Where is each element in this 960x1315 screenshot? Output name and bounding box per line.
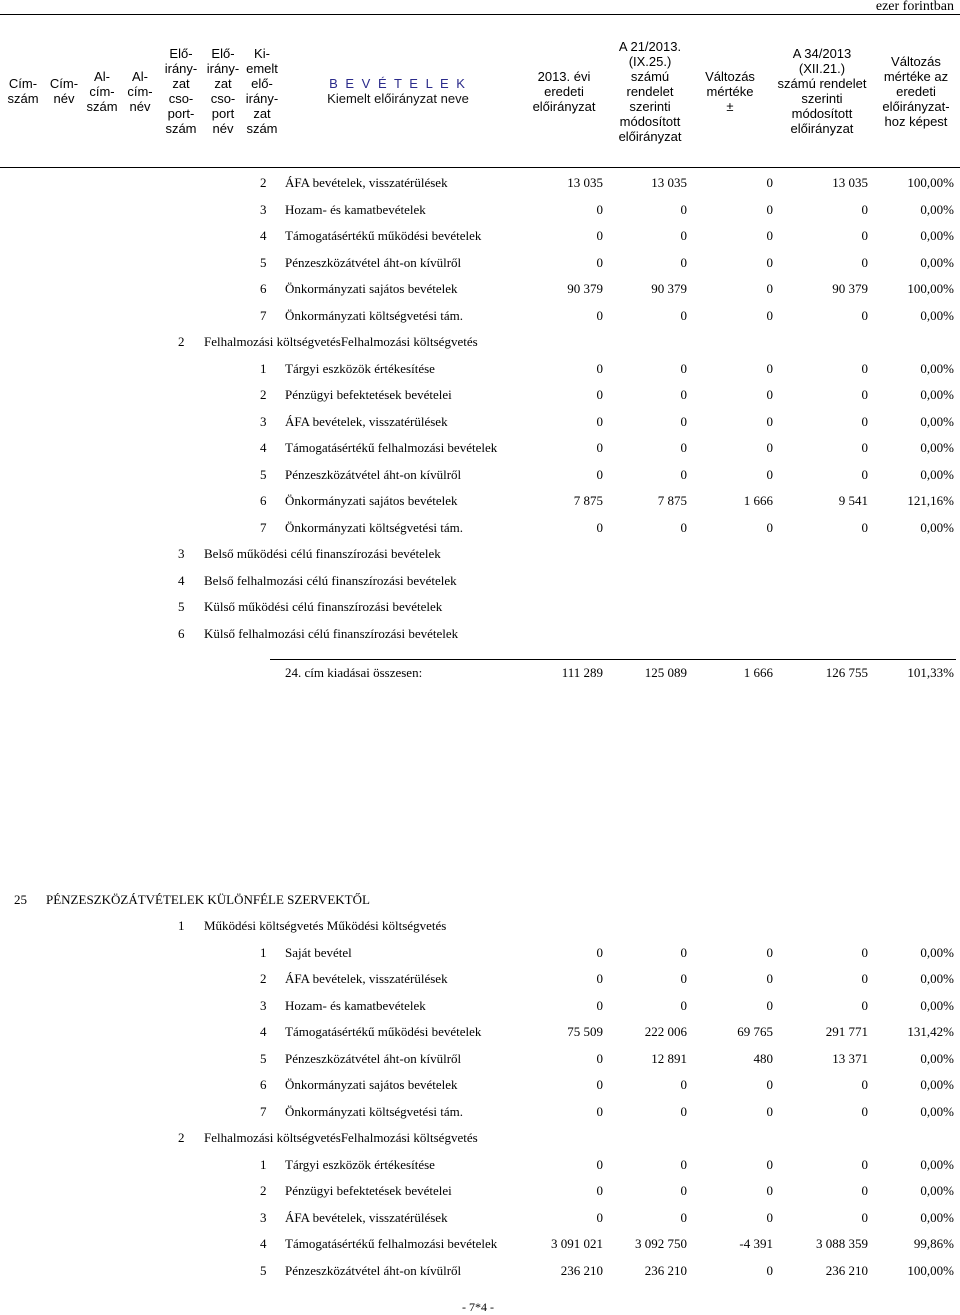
row-label: Külső felhalmozási célú finanszírozási bevételek (204, 625, 459, 641)
section-25-number: 25 (14, 892, 27, 907)
row-value-modositott-1: 0 (680, 466, 687, 482)
table-row (0, 359, 960, 379)
row-label: Pénzügyi befektetések bevételei (285, 387, 452, 402)
unit-label: ezer forintban (875, 0, 954, 14)
row-number: 5 (260, 1050, 267, 1066)
row-number: 3 (178, 546, 185, 561)
row-number: 3 (260, 1209, 267, 1225)
row-value-modositott-2: 0 (861, 1156, 868, 1172)
row-value-szazalek: 0,00% (920, 254, 954, 270)
row-value-szazalek: 131,42% (907, 1024, 954, 1039)
row-number: 4 (260, 440, 267, 455)
row-value-szazalek: 0,00% (920, 307, 954, 323)
row-label: Pénzeszközátvétel áht-on kívülről (285, 254, 462, 270)
header-cimnev: Cím- név (49, 76, 79, 106)
row-value-modositott-1: 0 (680, 1209, 687, 1225)
row-value-valtozas: 0 (766, 1156, 773, 1172)
row-label: ÁFA bevételek, visszatérülések (285, 1209, 448, 1225)
row-value-szazalek: 0,00% (920, 1183, 954, 1198)
row-number: 1 (260, 1156, 267, 1172)
row-value-szazalek: 100,00% (907, 175, 954, 190)
row-value-eredeti: 0 (596, 360, 603, 376)
row-value-szazalek: 0,00% (920, 1103, 954, 1119)
row-value-modositott-2: 90 379 (832, 281, 868, 296)
row-value-valtozas: 0 (766, 254, 773, 270)
table-row (0, 916, 960, 936)
row-value-eredeti: 0 (596, 413, 603, 429)
row-value-valtozas: 1 666 (743, 493, 773, 508)
row-value-eredeti: 0 (596, 1209, 603, 1225)
row-value-eredeti: 0 (596, 1156, 603, 1172)
row-value-valtozas: -4 391 (739, 1236, 773, 1251)
row-value-szazalek: 100,00% (907, 281, 954, 296)
row-value-szazalek: 0,00% (920, 413, 954, 429)
row-value-modositott-2: 0 (861, 519, 868, 535)
row-number: 2 (260, 175, 267, 190)
row-value-valtozas: 0 (766, 228, 773, 243)
row-value-szazalek: 0,00% (920, 201, 954, 217)
row-value-modositott-1: 0 (680, 254, 687, 270)
row-value-modositott-1: 0 (680, 201, 687, 217)
row-value-modositott-1: 0 (680, 307, 687, 323)
table-row (0, 943, 960, 963)
header-cimszam: Cím- szám (7, 76, 39, 106)
row-value-modositott-1: 13 035 (651, 175, 687, 190)
row-value-szazalek: 0,00% (920, 1209, 954, 1225)
row-number: 1 (260, 360, 267, 376)
table-row (0, 1022, 960, 1042)
row-label: Pénzeszközátvétel áht-on kívülről (285, 466, 462, 482)
row-value-valtozas: 0 (766, 1209, 773, 1225)
row-value-eredeti: 236 210 (560, 1262, 603, 1278)
row-number: 5 (178, 599, 185, 614)
row-value-szazalek: 0,00% (920, 997, 954, 1013)
section-25-title-row (0, 890, 960, 910)
row-label: ÁFA bevételek, visszatérülések (285, 175, 448, 190)
row-number: 4 (260, 1236, 267, 1251)
row-value-szazalek: 0,00% (920, 1077, 954, 1092)
row-value-modositott-2: 0 (861, 971, 868, 986)
row-value-valtozas: 0 (766, 387, 773, 402)
header-alcimnev: Al- cím- név (127, 68, 153, 114)
header-bevetelek (282, 15, 514, 167)
table-row (0, 465, 960, 485)
row-label: Támogatásértékű működési bevételek (285, 228, 482, 243)
header-alcimszam: Al- cím- szám (86, 68, 118, 114)
row-number: 3 (260, 413, 267, 429)
row-number: 5 (260, 254, 267, 270)
row-value-valtozas: 0 (766, 281, 773, 296)
table-row (0, 1128, 960, 1148)
table-row (0, 544, 960, 564)
row-number: 2 (260, 1183, 267, 1198)
row-value-modositott-2: 236 210 (825, 1262, 868, 1278)
row-label: Külső működési célú finanszírozási bevételek (204, 599, 443, 614)
total-divider (270, 659, 956, 660)
row-number: 6 (260, 1077, 267, 1092)
row-value-szazalek: 0,00% (920, 360, 954, 376)
row-number: 4 (260, 228, 267, 243)
row-number: 1 (260, 944, 267, 960)
row-value-szazalek: 0,00% (920, 971, 954, 986)
table-row (0, 518, 960, 538)
table-row (0, 253, 960, 273)
row-number: 7 (260, 307, 267, 323)
row-value-modositott-2: 9 541 (838, 493, 868, 508)
row-label: ÁFA bevételek, visszatérülések (285, 413, 448, 429)
row-value-modositott-2: 0 (861, 254, 868, 270)
row-value-modositott-2: 0 (861, 1209, 868, 1225)
row-value-szazalek: 0,00% (920, 944, 954, 960)
row-value-eredeti: 0 (596, 307, 603, 323)
row-value-eredeti: 0 (596, 387, 603, 402)
header-kiemelt-eloiranyzat-neve: Kiemelt előirányzat neve (327, 91, 469, 106)
row-label: Hozam- és kamatbevételek (285, 201, 426, 217)
table-row (0, 412, 960, 432)
row-number: 4 (178, 572, 185, 588)
row-value-modositott-1: 0 (680, 413, 687, 429)
row-value-valtozas: 0 (766, 1077, 773, 1092)
header-kiemelt-eloiranyzat-szam: Ki- emelt elő- irány- zat szám (245, 46, 279, 136)
row-label: Támogatásértékű működési bevételek (285, 1024, 482, 1039)
row-value-eredeti: 90 379 (567, 281, 603, 296)
row-label: Önkormányzati költségvetési tám. (285, 307, 463, 323)
section-25-title: PÉNZESZKÖZÁTVÉTELEK KÜLÖNFÉLE SZERVEKTŐL (46, 892, 370, 907)
row-label: Belső működési célú finanszírozási bevételek (204, 546, 441, 561)
row-value-valtozas: 0 (766, 413, 773, 429)
row-value-modositott-2: 0 (861, 1103, 868, 1119)
row-value-modositott-2: 13 371 (832, 1050, 868, 1066)
row-value-modositott-1: 236 210 (644, 1262, 687, 1278)
row-value-eredeti: 0 (596, 1050, 603, 1066)
row-label: Önkormányzati sajátos bevételek (285, 493, 458, 508)
row-label: Önkormányzati sajátos bevételek (285, 281, 458, 296)
row-value-valtozas: 0 (766, 201, 773, 217)
row-value-modositott-1: 0 (680, 971, 687, 986)
table-row (0, 1049, 960, 1069)
row-label: Tárgyi eszközök értékesítése (285, 1156, 435, 1172)
row-number: 1 (178, 918, 185, 933)
row-value-modositott-2: 0 (861, 997, 868, 1013)
row-value-eredeti: 7 875 (573, 493, 603, 508)
row-value-valtozas: 0 (766, 360, 773, 376)
page-footer: - 7*4 - (462, 1300, 494, 1314)
row-value-eredeti: 0 (596, 519, 603, 535)
row-value-eredeti: 3 091 021 (551, 1236, 603, 1251)
row-number: 3 (260, 201, 267, 217)
row-number: 7 (260, 1103, 267, 1119)
row-label: Működési költségvetés Működési költségvetés (204, 918, 447, 933)
table-header (0, 14, 960, 168)
row-value-szazalek: 0,00% (920, 1156, 954, 1172)
row-value-szazalek: 121,16% (907, 493, 954, 508)
table-row (0, 491, 960, 511)
header-modositott-eloiranyzat-1: A 21/2013. (IX.25.) számú rendelet szerinti módosított előirányzat (618, 38, 682, 144)
row-value-modositott-1: 0 (680, 944, 687, 960)
row-value-modositott-1: 0 (680, 360, 687, 376)
header-bevetelek-title: B E V É T E L E K (329, 76, 467, 91)
row-value-modositott-2: 0 (861, 440, 868, 455)
total-value-modositott-1: 125 089 (644, 665, 687, 680)
row-value-eredeti: 0 (596, 201, 603, 217)
row-number: 2 (260, 387, 267, 402)
row-value-modositott-2: 3 088 359 (816, 1236, 868, 1251)
table-row (0, 1261, 960, 1281)
row-value-szazalek: 0,00% (920, 1050, 954, 1066)
table-row (0, 1208, 960, 1228)
table-row (0, 279, 960, 299)
row-label: Támogatásértékű felhalmozási bevételek (285, 440, 498, 455)
row-value-modositott-2: 0 (861, 201, 868, 217)
row-value-szazalek: 0,00% (920, 466, 954, 482)
row-number: 3 (260, 997, 267, 1013)
row-value-valtozas: 0 (766, 944, 773, 960)
row-value-modositott-2: 13 035 (832, 175, 868, 190)
row-value-szazalek: 0,00% (920, 387, 954, 402)
row-number: 6 (260, 493, 267, 508)
row-number: 2 (260, 971, 267, 986)
row-value-modositott-1: 7 875 (657, 493, 687, 508)
row-value-eredeti: 0 (596, 228, 603, 243)
table-row (0, 200, 960, 220)
row-value-valtozas: 69 765 (737, 1024, 773, 1039)
row-label: Felhalmozási költségvetésFelhalmozási költségvetés (204, 1130, 478, 1145)
table-row (0, 1075, 960, 1095)
total-value-modositott-2: 126 755 (825, 665, 868, 680)
row-value-szazalek: 0,00% (920, 228, 954, 243)
row-value-modositott-2: 0 (861, 1077, 868, 1092)
row-value-modositott-2: 0 (861, 360, 868, 376)
row-value-modositott-2: 0 (861, 307, 868, 323)
table-row (0, 306, 960, 326)
row-value-modositott-2: 0 (861, 413, 868, 429)
row-value-modositott-1: 0 (680, 1183, 687, 1198)
row-value-valtozas: 480 (753, 1050, 773, 1066)
row-value-modositott-2: 0 (861, 944, 868, 960)
row-value-modositott-1: 0 (680, 997, 687, 1013)
row-value-modositott-1: 0 (680, 1103, 687, 1119)
row-value-eredeti: 75 509 (567, 1024, 603, 1039)
row-value-eredeti: 0 (596, 944, 603, 960)
row-label: Felhalmozási költségvetésFelhalmozási költségvetés (204, 334, 478, 349)
table-row (0, 226, 960, 246)
row-value-modositott-1: 90 379 (651, 281, 687, 296)
row-label: Támogatásértékű felhalmozási bevételek (285, 1236, 498, 1251)
row-value-modositott-1: 0 (680, 1156, 687, 1172)
row-number: 6 (178, 625, 185, 641)
row-value-modositott-1: 0 (680, 440, 687, 455)
row-value-valtozas: 0 (766, 519, 773, 535)
row-value-szazalek: 99,86% (913, 1236, 954, 1251)
row-value-eredeti: 0 (596, 997, 603, 1013)
table-row (0, 969, 960, 989)
row-value-eredeti: 0 (596, 1183, 603, 1198)
header-modositott-eloiranyzat-2: A 34/2013 (XII.21.) számú rendelet szerinti módosított előirányzat (777, 46, 867, 136)
row-label: Pénzügyi befektetések bevételei (285, 1183, 452, 1198)
row-value-szazalek: 0,00% (920, 519, 954, 535)
row-label: Önkormányzati költségvetési tám. (285, 1103, 463, 1119)
header-valtozas-merteke: Változás mértéke ± (705, 68, 755, 114)
row-value-valtozas: 0 (766, 971, 773, 986)
total-row (0, 663, 960, 683)
row-number: 4 (260, 1024, 267, 1039)
row-value-modositott-1: 0 (680, 228, 687, 243)
row-value-valtozas: 0 (766, 466, 773, 482)
row-value-modositott-1: 0 (680, 1077, 687, 1092)
table-row (0, 1102, 960, 1122)
row-label: Tárgyi eszközök értékesítése (285, 360, 435, 376)
total-value-valtozas: 1 666 (743, 665, 773, 680)
row-label: Önkormányzati sajátos bevételek (285, 1077, 458, 1092)
row-value-valtozas: 0 (766, 1262, 773, 1278)
row-value-modositott-1: 12 891 (651, 1050, 687, 1066)
table-row (0, 385, 960, 405)
total-label: 24. cím kiadásai összesen: (285, 665, 423, 680)
row-value-eredeti: 0 (596, 254, 603, 270)
row-label: ÁFA bevételek, visszatérülések (285, 971, 448, 986)
header-valtozas-eredetihez: Változás mértéke az eredeti előirányzat- hoz képest (882, 53, 950, 129)
row-value-eredeti: 0 (596, 1077, 603, 1092)
row-number: 7 (260, 519, 267, 535)
row-value-valtozas: 0 (766, 997, 773, 1013)
header-eredeti-eloiranyzat: 2013. évi eredeti előirányzat (532, 68, 596, 114)
row-label: Saját bevétel (285, 944, 352, 960)
row-value-modositott-2: 291 771 (825, 1024, 868, 1039)
row-value-eredeti: 0 (596, 1103, 603, 1119)
table-row (0, 1155, 960, 1175)
row-value-szazalek: 100,00% (907, 1262, 954, 1278)
row-value-eredeti: 0 (596, 971, 603, 986)
row-number: 5 (260, 466, 267, 482)
row-number: 5 (260, 1262, 267, 1278)
row-value-valtozas: 0 (766, 307, 773, 323)
row-value-modositott-1: 222 006 (644, 1024, 687, 1039)
row-label: Pénzeszközátvétel áht-on kívülről (285, 1262, 462, 1278)
row-value-eredeti: 0 (596, 466, 603, 482)
table-row (0, 996, 960, 1016)
table-row (0, 1181, 960, 1201)
row-value-valtozas: 0 (766, 1103, 773, 1119)
total-value-szazalek: 101,33% (907, 665, 954, 680)
total-value-eredeti: 111 289 (561, 665, 603, 680)
row-number: 2 (178, 334, 185, 349)
row-value-modositott-1: 0 (680, 519, 687, 535)
row-value-szazalek: 0,00% (920, 440, 954, 455)
row-value-modositott-2: 0 (861, 387, 868, 402)
row-label: Pénzeszközátvétel áht-on kívülről (285, 1050, 462, 1066)
row-value-modositott-2: 0 (861, 466, 868, 482)
row-number: 2 (178, 1130, 185, 1145)
row-number: 6 (260, 281, 267, 296)
table-row (0, 571, 960, 591)
table-row (0, 1234, 960, 1254)
table-row (0, 597, 960, 617)
table-row (0, 624, 960, 644)
header-eloiranyzat-csoport-szam: Elő- irány- zat cso- port- szám (164, 46, 198, 136)
row-value-valtozas: 0 (766, 440, 773, 455)
row-value-valtozas: 0 (766, 1183, 773, 1198)
row-label: Belső felhalmozási célú finanszírozási bevételek (204, 572, 457, 588)
row-value-modositott-2: 0 (861, 228, 868, 243)
row-value-valtozas: 0 (766, 175, 773, 190)
row-value-eredeti: 0 (596, 440, 603, 455)
table-row (0, 332, 960, 352)
row-value-modositott-1: 0 (680, 387, 687, 402)
table-row (0, 438, 960, 458)
row-value-modositott-2: 0 (861, 1183, 868, 1198)
header-eloiranyzat-csoport-nev: Elő- irány- zat cso- port név (206, 46, 240, 136)
row-value-modositott-1: 3 092 750 (635, 1236, 687, 1251)
row-label: Önkormányzati költségvetési tám. (285, 519, 463, 535)
row-label: Hozam- és kamatbevételek (285, 997, 426, 1013)
row-value-eredeti: 13 035 (567, 175, 603, 190)
table-row (0, 173, 960, 193)
